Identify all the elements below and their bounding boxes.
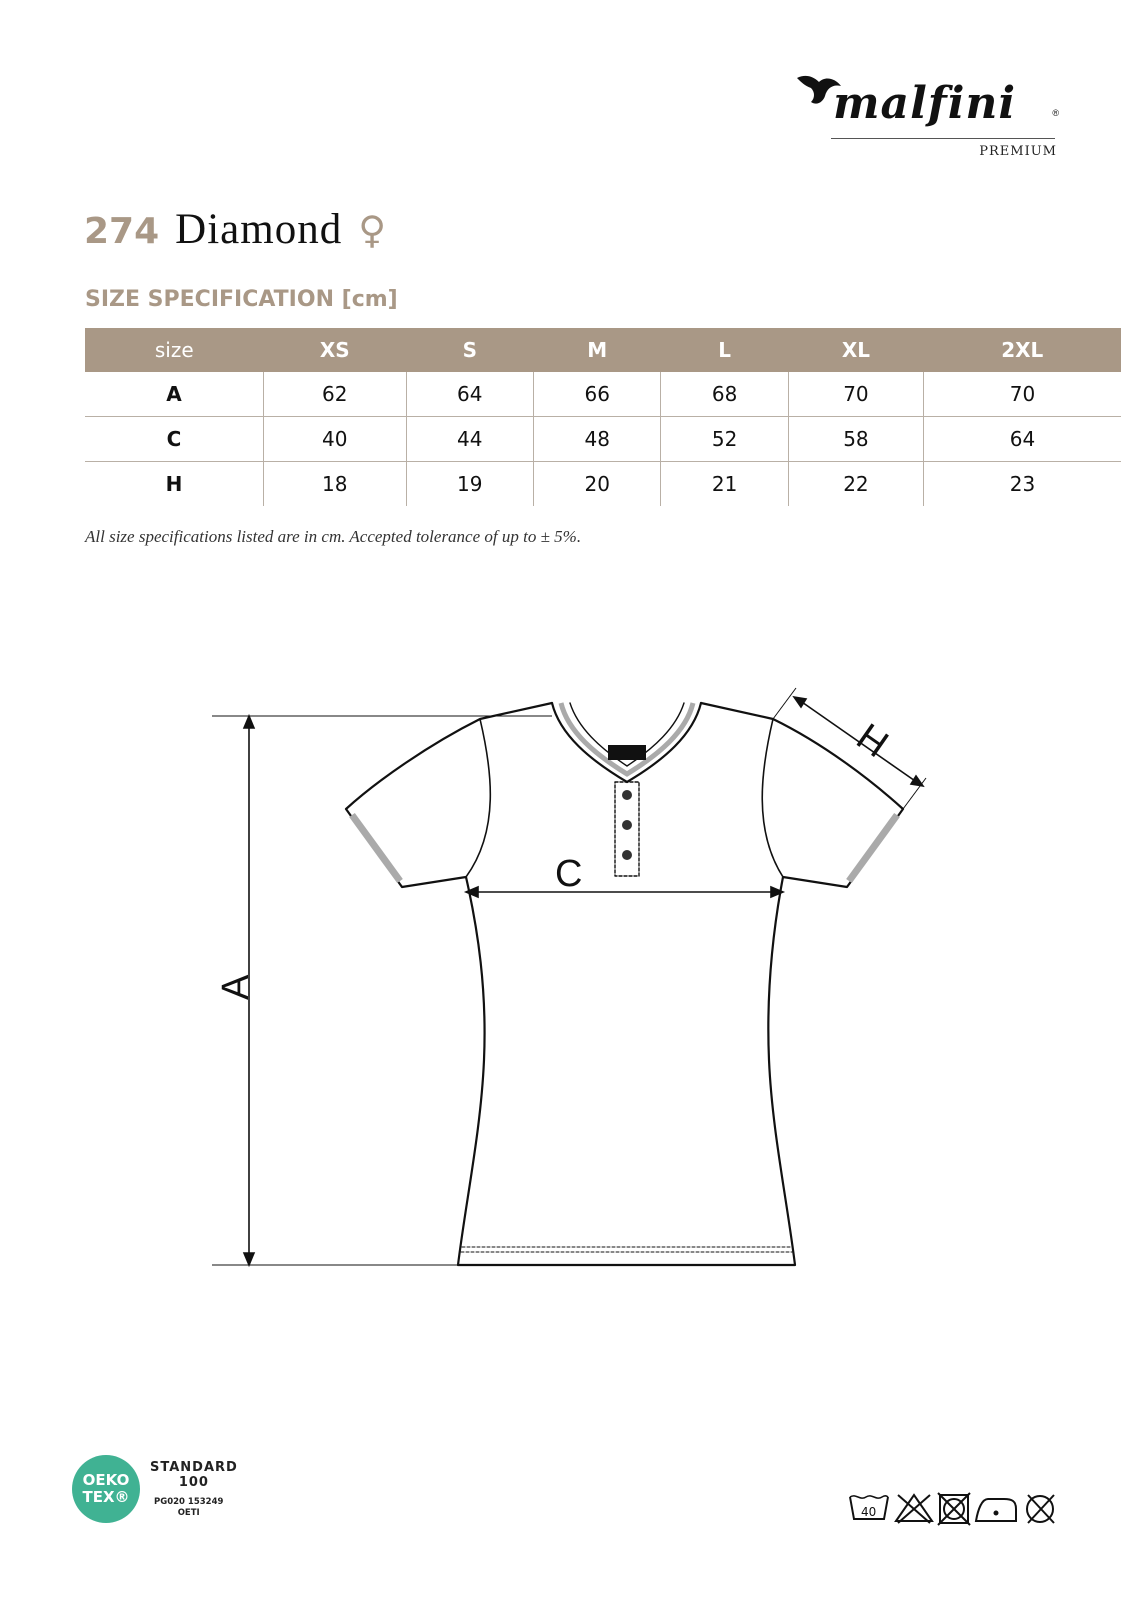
table-row [85, 462, 1121, 507]
no-dry-clean-icon [1027, 1495, 1054, 1523]
brand-tier: PREMIUM [979, 144, 1057, 159]
standard-label: STANDARD [150, 1460, 238, 1475]
oekotex-cert [154, 1497, 223, 1519]
header-xs: XS [264, 328, 407, 372]
polo-shirt-diagram [0, 660, 1131, 1280]
armhole-left [466, 719, 490, 877]
header-s: S [406, 328, 533, 372]
oekotex-standard [150, 1460, 238, 1490]
row-label: C [85, 417, 264, 462]
oekotex-logo-line2: TEX® [82, 1488, 130, 1506]
row-label: H [165, 472, 183, 496]
logo-rule [831, 138, 1055, 139]
product-title [84, 205, 386, 265]
table-cell: 20 [533, 462, 660, 507]
brand-wordmark: malfini [833, 78, 1017, 129]
svg-text:40: 40 [861, 1505, 877, 1519]
shirt-outline [346, 703, 903, 1265]
cert-institute: OETI [177, 1508, 200, 1518]
oekotex-logo [72, 1455, 140, 1523]
table-cell: 40 [264, 417, 407, 462]
table-cell: 58 [788, 417, 923, 462]
table-cell: 70 [788, 372, 923, 417]
table-cell: 52 [661, 417, 788, 462]
no-tumble-dry-icon [938, 1493, 970, 1525]
dimension-h-label: H [848, 715, 896, 767]
size-table [85, 328, 1121, 506]
table-cell: 44 [406, 417, 533, 462]
female-icon: ♀ [358, 208, 387, 252]
table-row [85, 372, 1121, 417]
table-cell: 62 [264, 372, 407, 417]
no-bleach-icon [896, 1495, 932, 1523]
button-icon [622, 790, 632, 800]
table-cell: 23 [923, 462, 1121, 507]
wash-40-icon [850, 1496, 888, 1519]
table-cell: 64 [923, 417, 1121, 462]
iron-low-icon [976, 1499, 1016, 1521]
table-header-row [85, 328, 1121, 372]
product-code: 274 [84, 211, 160, 252]
dimension-c-label: C [555, 853, 583, 895]
table-cell: 64 [406, 372, 533, 417]
table-cell: 21 [661, 462, 788, 507]
care-symbols [848, 1489, 1060, 1529]
row-label: A [85, 372, 264, 417]
header-m: M [533, 328, 660, 372]
table-cell: 22 [788, 462, 923, 507]
spec-heading: SIZE SPECIFICATION [cm] [85, 287, 398, 312]
button-icon [622, 820, 632, 830]
registered-icon: ® [1052, 108, 1059, 118]
cert-code: PG020 153249 [154, 1497, 224, 1507]
header-l: L [661, 328, 788, 372]
table-cell: 70 [923, 372, 1121, 417]
oekotex-badge [72, 1455, 272, 1535]
header-xl: XL [788, 328, 923, 372]
button-icon [622, 850, 632, 860]
table-cell: 18 [264, 462, 407, 507]
table-cell: 19 [406, 462, 533, 507]
armhole-right [762, 719, 783, 877]
tolerance-note: All size specifications listed are in cm. Accepted tolerance of up to ± 5%. [85, 527, 582, 546]
table-row [85, 417, 1121, 462]
table-cell: 68 [661, 372, 788, 417]
header-size: size [85, 328, 264, 372]
standard-number: 100 [178, 1475, 209, 1490]
product-name: Diamond [175, 206, 343, 253]
dimension-a-label: A [215, 974, 257, 1000]
table-cell: 66 [533, 372, 660, 417]
brand-logo [795, 70, 1065, 162]
table-cell: 48 [533, 417, 660, 462]
header-2xl: 2XL [923, 328, 1121, 372]
oekotex-logo-line1: OEKO [82, 1471, 130, 1489]
